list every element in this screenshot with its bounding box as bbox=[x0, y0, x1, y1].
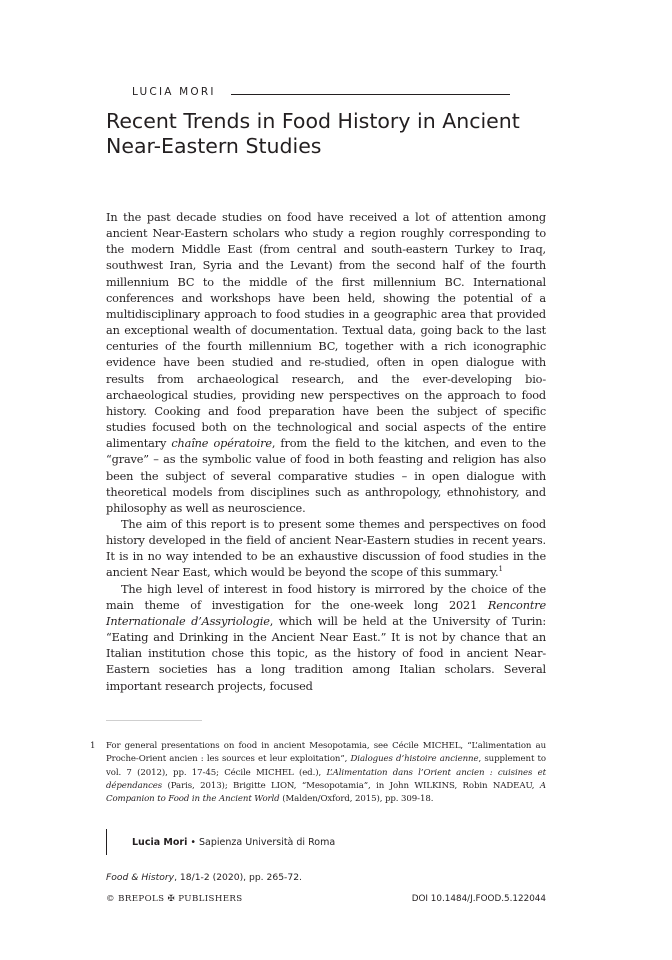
affiliation-name: Lucia Mori bbox=[132, 837, 188, 848]
doi[interactable]: DOI 10.1484/J.FOOD.5.122044 bbox=[411, 894, 546, 904]
footnote-text-2: , supplement to vol. 7 (2012), pp. 17-45; Cécile MICHEL (ed.), bbox=[106, 754, 546, 778]
footnote-rule bbox=[106, 720, 202, 721]
paragraph-2-text: The aim of this report is to present some themes and perspectives on food history developed in the field of ancient Near-Eastern studies in recent years. It is in no way intended to be an exhaustive discussion of food studies in the ancient Near East, which would be beyond the scope of this summary. bbox=[106, 517, 546, 580]
paragraph-3-text-a: The high level of interest in food history is mirrored by the choice of the main theme of investigation for the one-week long 2021 bbox=[106, 582, 546, 612]
footnote-text-1: For general presentations on food in ancient Mesopotamia, see Cécile MICHEL, “L’alimentation au Proche-Orient ancien : les sources et leur exploitation”, bbox=[106, 741, 546, 765]
paragraph-3-italic: Rencontre Internationale d’Assyriologie bbox=[106, 598, 546, 628]
article-body bbox=[106, 210, 546, 695]
affiliation bbox=[132, 837, 335, 848]
paragraph-1 bbox=[106, 210, 546, 517]
publisher-line: © BREPOLS ✠ PUBLISHERS bbox=[106, 894, 243, 904]
paragraph-2 bbox=[106, 517, 546, 582]
journal-citation bbox=[106, 872, 302, 883]
journal-title: Food & History bbox=[106, 872, 175, 883]
footnote bbox=[90, 740, 546, 806]
paragraph-3-text-b: , which will be held at the University of Turin: “Eating and Drinking in the Ancient Near East.” It is not by chance that an Italian institution chose this topic, as the history of food in ancient Near-Eastern societies has a long tradition among Italian scholars. Several important research projects, focused bbox=[106, 614, 546, 693]
footnote-italic-3: A Companion to Food in the Ancient World bbox=[106, 780, 546, 805]
title-line-2: Near-Eastern Studies bbox=[106, 134, 322, 158]
footnote-text-3: (Paris, 2013); Brigitte LION, “Mesopotamia”, in John WILKINS, Robin NADEAU, bbox=[167, 780, 535, 791]
paragraph-3 bbox=[106, 582, 546, 695]
running-header bbox=[132, 86, 510, 100]
affiliation-separator: • bbox=[190, 837, 196, 848]
affiliation-institution: Sapienza Università di Roma bbox=[199, 837, 336, 848]
footnote-text-4: (Malden/Oxford, 2015), pp. 309-18. bbox=[282, 794, 434, 805]
footnote-marker[interactable]: 1 bbox=[498, 565, 503, 574]
article-title bbox=[106, 109, 546, 159]
title-line-1: Recent Trends in Food History in Ancient bbox=[106, 109, 520, 133]
footnote-italic-2: L’Alimentation dans l’Orient ancien : cuisines et dépendances bbox=[106, 767, 546, 791]
journal-details: , 18/1-2 (2020), pp. 265-72. bbox=[174, 872, 302, 883]
paragraph-1-text-b: , from the field to the kitchen, and even to the “grave” – as the symbolic value of food in both feasting and religion has also been the subject of several comparative studies – in open dialogue with theoretical models from disciplines such as anthropology, ethnohistory, and philosophy as well as neuroscience. bbox=[106, 437, 546, 515]
footnote-italic-1: Dialogues d’histoire ancienne bbox=[350, 754, 479, 765]
affiliation-bar bbox=[106, 829, 107, 855]
paragraph-1-text-a: In the past decade studies on food have received a lot of attention among ancient Near-Eastern scholars who study a region roughly corresponding to the modern Middle East (from central and south-eastern Turkey to Iraq, southwest Iran, Syria and the Levant) from the second half of the fourth millennium BC to the middle of the first millennium BC. International conferences and workshops have been held, showing the potential of a multidisciplinary approach to food studies in a geographic area that provided an exceptional wealth of documentation. Textual data, going back to the last centuries of the fourth millennium BC, together with a rich iconographic evidence have been studied and re-studied, often in open dialogue with results from archaeological research, and the ever-developing bio-archaeological studies, providing new perspectives on the approach to food history. Cooking and food preparation have been the subject of specific studies focused both on the technological and social aspects of the entire alimentary bbox=[106, 211, 546, 451]
footnote-number: 1 bbox=[90, 741, 96, 751]
paragraph-1-italic: chaîne opératoire bbox=[171, 437, 272, 451]
header-rule bbox=[231, 94, 510, 95]
author-name: LUCIA MORI bbox=[132, 86, 216, 98]
